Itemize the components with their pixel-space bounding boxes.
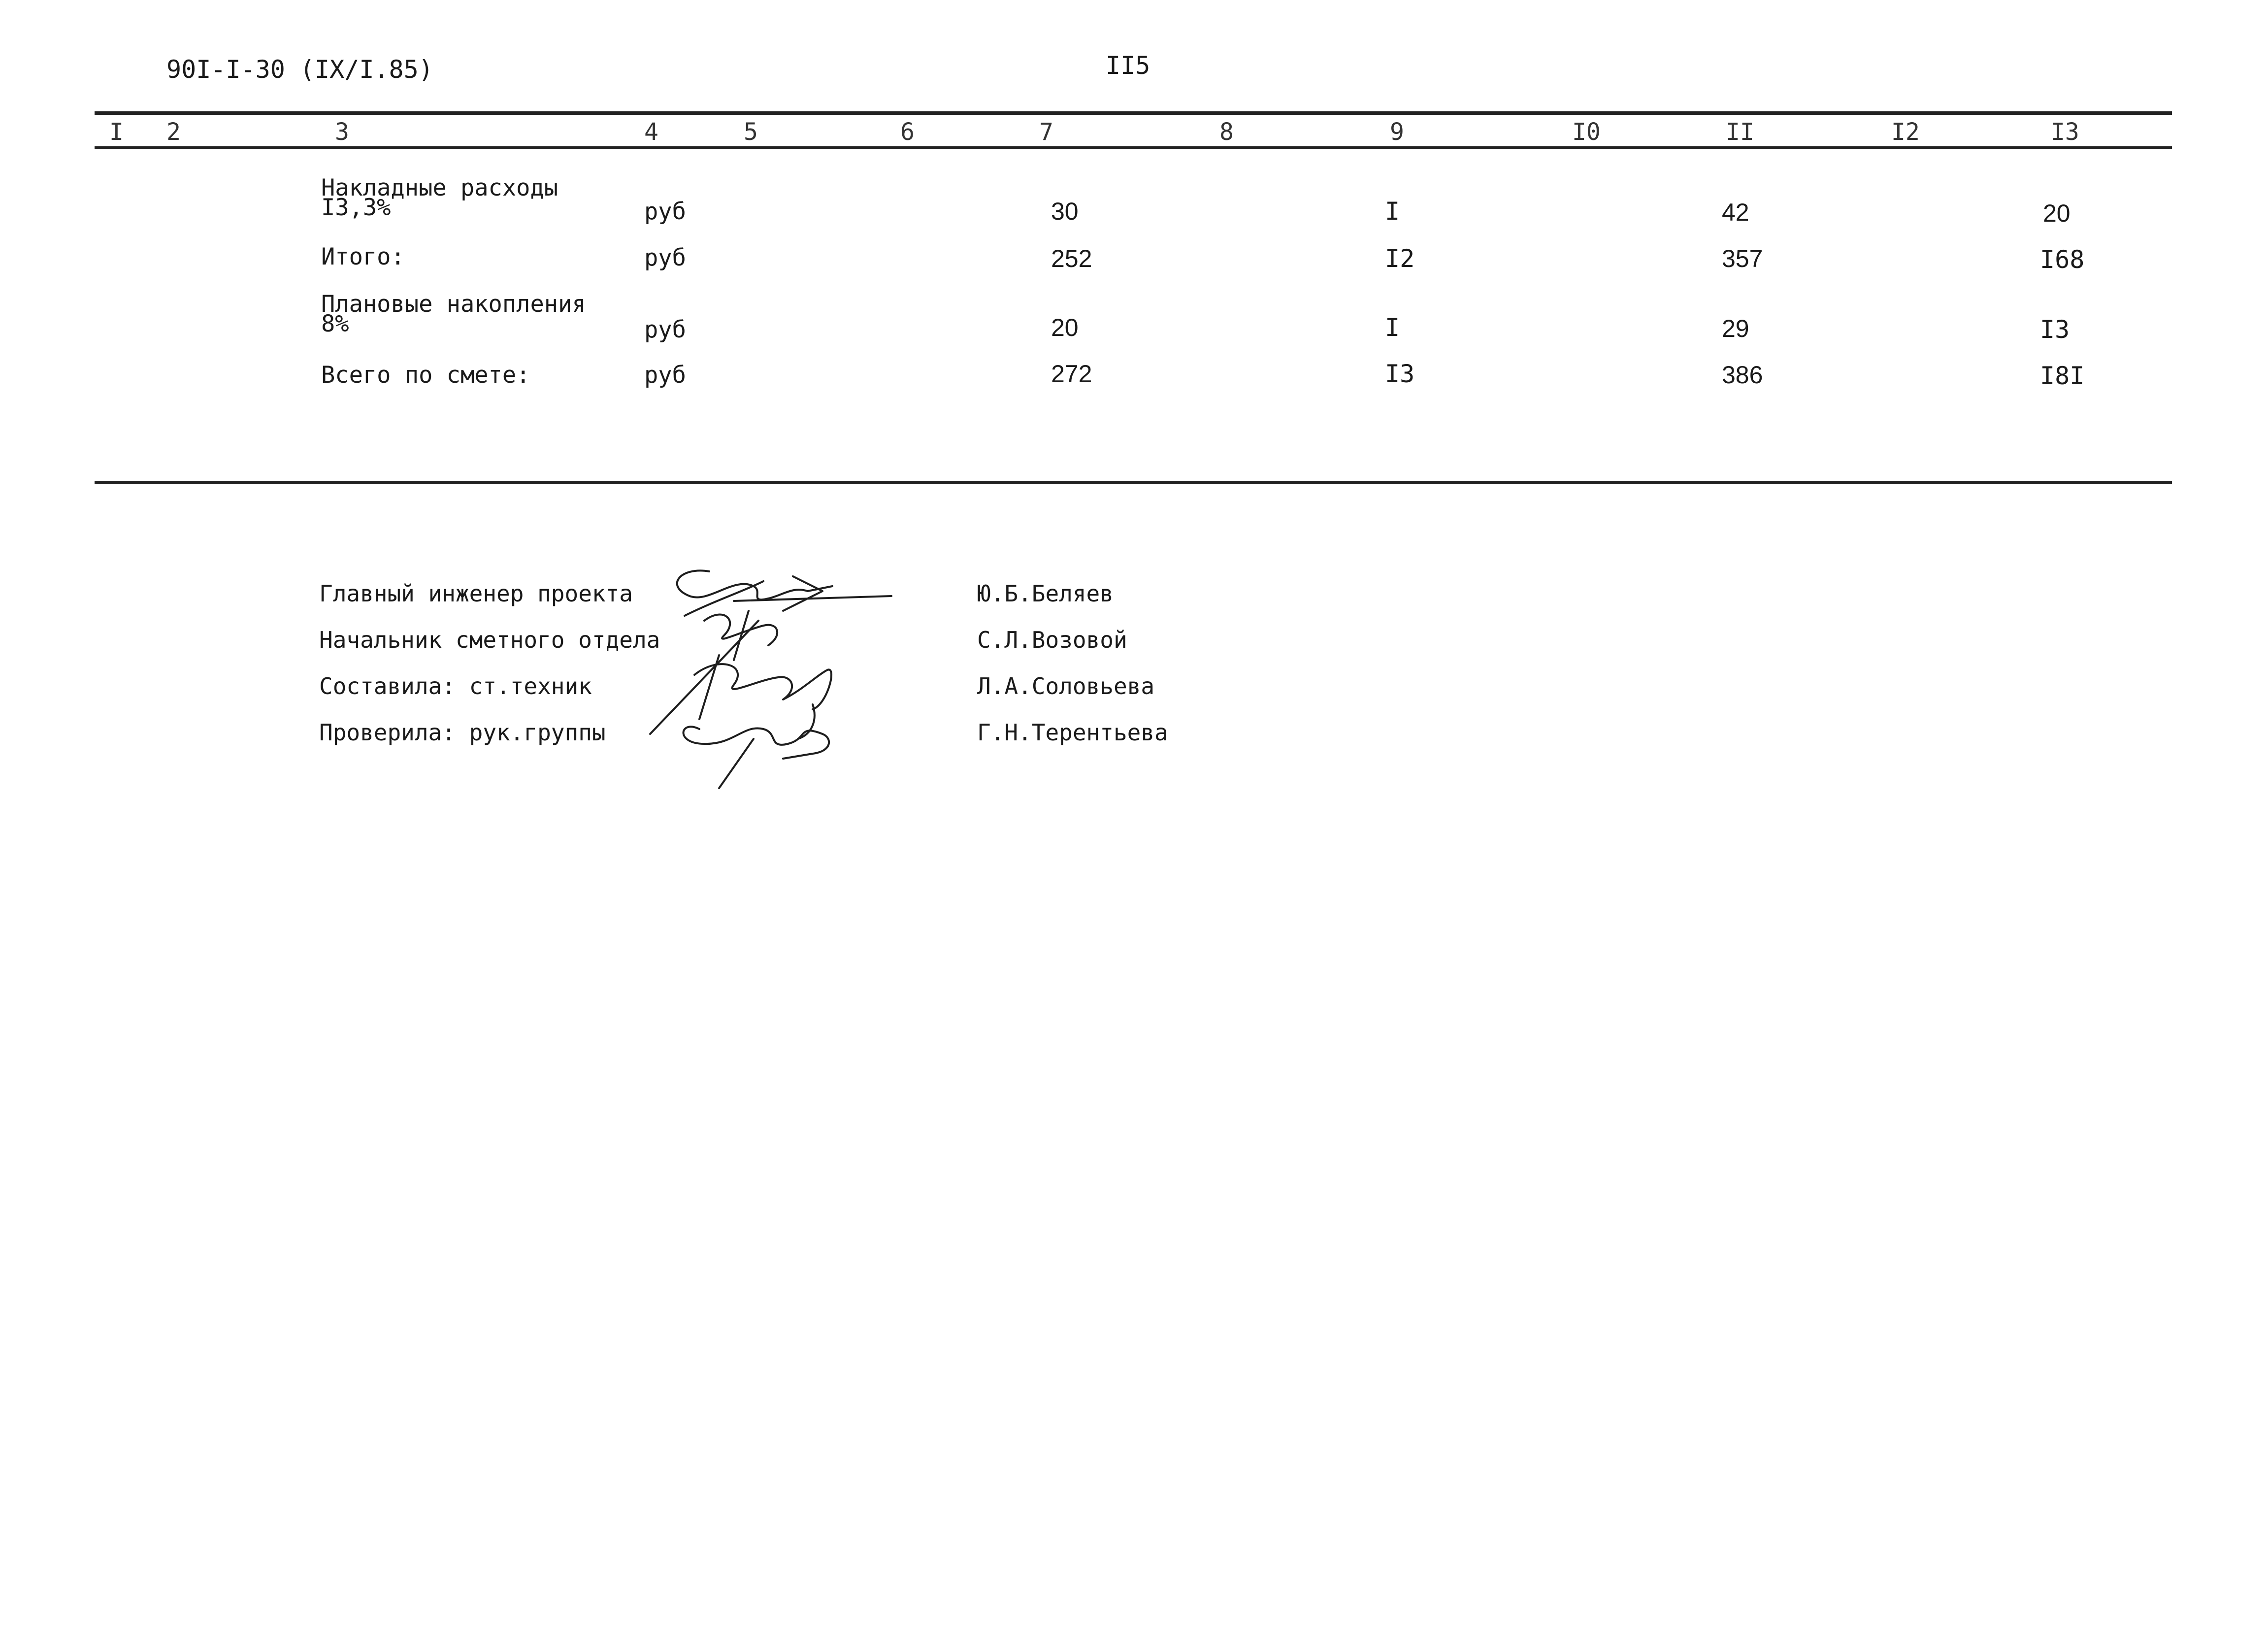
signatory-role: Начальник сметного отдела bbox=[319, 627, 660, 653]
cell-col7: 252 bbox=[1051, 245, 1092, 272]
row-unit: руб bbox=[644, 198, 686, 225]
cell-col11: 29 bbox=[1722, 315, 1749, 342]
cell-col13: I68 bbox=[2040, 245, 2085, 274]
cell-col9: I bbox=[1385, 313, 1400, 342]
row-label: Итого: bbox=[321, 243, 405, 270]
handwritten-signature-icon bbox=[635, 557, 941, 803]
signatory-name: Л.А.Соловьева bbox=[977, 673, 1155, 699]
signatory-role: Проверила: рук.группы bbox=[319, 719, 606, 746]
column-number: 4 bbox=[644, 118, 658, 146]
cell-col13: 20 bbox=[2043, 199, 2071, 227]
cell-col7: 30 bbox=[1051, 198, 1079, 225]
column-number: 2 bbox=[166, 118, 181, 146]
document-code: 90I-I-30 (IX/I.85) bbox=[166, 55, 433, 84]
row-label: Всего по смете: bbox=[321, 362, 530, 389]
column-number: 7 bbox=[1039, 118, 1053, 146]
cell-col7: 20 bbox=[1051, 314, 1079, 341]
column-number: 3 bbox=[335, 118, 349, 146]
signatory-name: С.Л.Возовой bbox=[977, 627, 1127, 653]
row-unit: руб bbox=[644, 362, 686, 389]
column-number: I0 bbox=[1572, 118, 1601, 146]
column-number: I bbox=[109, 118, 124, 146]
column-number: I2 bbox=[1891, 118, 1920, 146]
table-top-rule bbox=[95, 111, 2172, 115]
table-header-rule bbox=[95, 146, 2172, 149]
cell-col9: I bbox=[1385, 197, 1400, 226]
cell-col9: I3 bbox=[1385, 360, 1415, 388]
cell-col7: 272 bbox=[1051, 360, 1092, 388]
row-label: Плановые накопления 8% bbox=[321, 291, 586, 337]
signatory-name: Ю.Б.Беляев bbox=[977, 580, 1114, 607]
cell-col13: I3 bbox=[2040, 315, 2070, 344]
signatory-role: Главный инженер проекта bbox=[319, 580, 633, 607]
signatory-name: Г.Н.Терентьева bbox=[977, 719, 1168, 746]
row-unit: руб bbox=[644, 244, 686, 271]
page-number: II5 bbox=[1106, 51, 1150, 80]
table-bottom-rule bbox=[95, 481, 2172, 484]
column-number: 6 bbox=[900, 118, 915, 146]
cell-col11: 357 bbox=[1722, 245, 1763, 272]
cell-col13: I8I bbox=[2040, 362, 2085, 390]
cell-col9: I2 bbox=[1385, 244, 1415, 273]
column-number: 9 bbox=[1390, 118, 1404, 146]
cell-col11: 386 bbox=[1722, 361, 1763, 389]
row-unit: руб bbox=[644, 316, 686, 343]
column-number: 5 bbox=[744, 118, 758, 146]
cell-col11: 42 bbox=[1722, 199, 1749, 226]
column-number: 8 bbox=[1219, 118, 1234, 146]
row-label: Накладные расходы I3,3% bbox=[321, 174, 559, 221]
signatory-role: Составила: ст.техник bbox=[319, 673, 592, 699]
column-number: II bbox=[1726, 118, 1754, 146]
column-number: I3 bbox=[2051, 118, 2079, 146]
